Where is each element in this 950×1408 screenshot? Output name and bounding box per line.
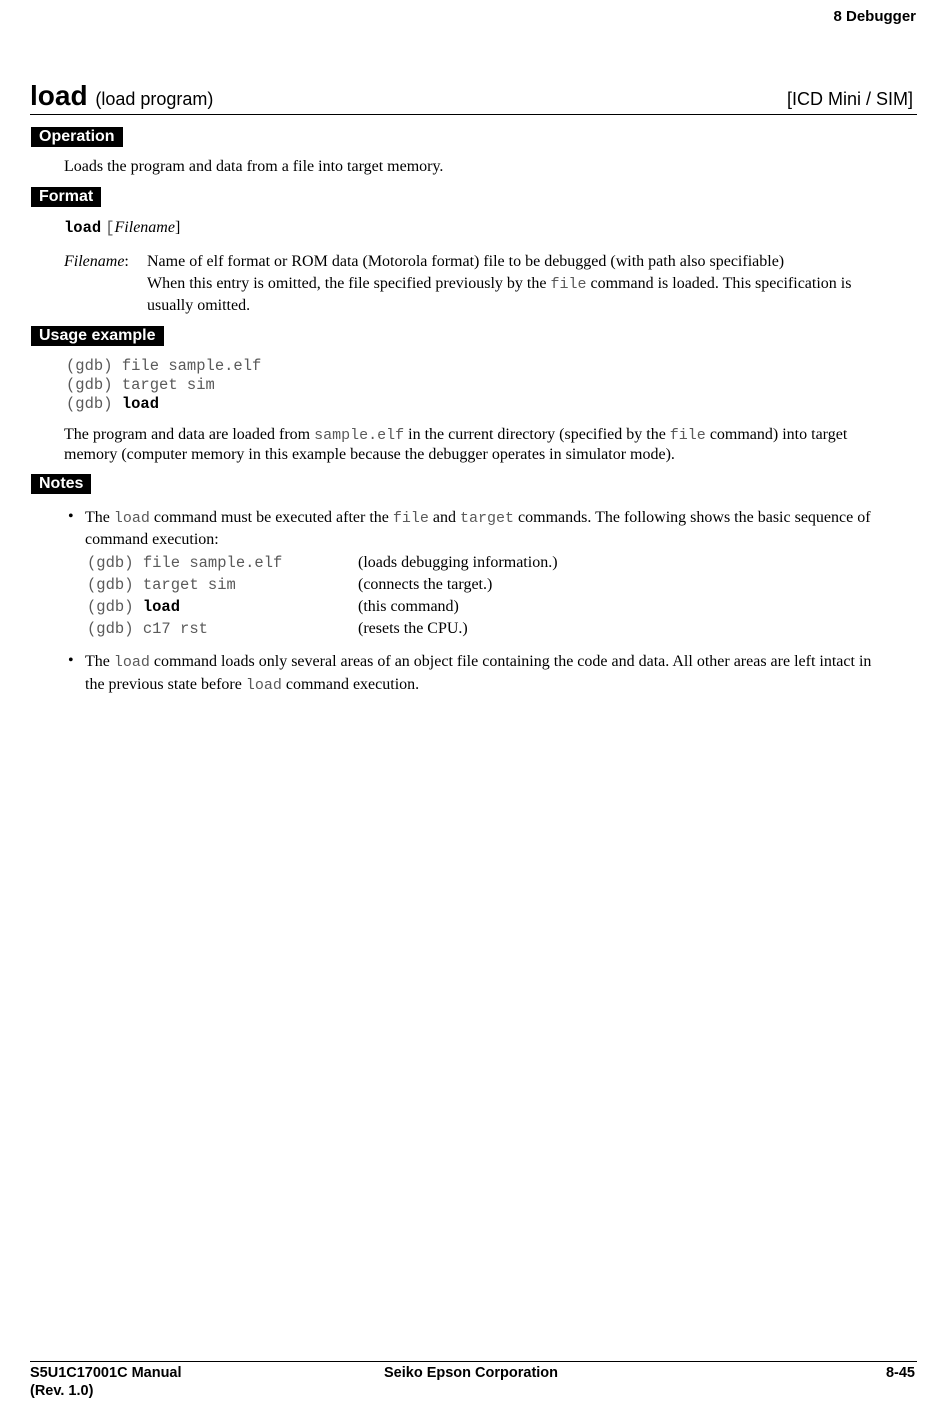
sequence-comment-3: (this command) bbox=[358, 598, 459, 615]
seq-cmd: file sample.elf bbox=[142, 554, 283, 572]
param-desc-line3: usually omitted. bbox=[147, 297, 251, 314]
format-heading: Format bbox=[31, 187, 101, 207]
note1-code-file: file bbox=[392, 510, 429, 527]
usage-text-line1 bbox=[64, 425, 847, 446]
note1-text-d: commands. The following shows the basic sequence of bbox=[514, 509, 871, 526]
usage-prompt: (gdb) bbox=[66, 376, 122, 394]
syntax-bracket-open: [ bbox=[105, 219, 115, 237]
note-2-line1 bbox=[85, 652, 871, 673]
sequence-cmd-4 bbox=[87, 619, 208, 639]
note2-code-load: load bbox=[113, 654, 150, 671]
note1-text-b: command must be executed after the bbox=[149, 509, 393, 526]
operation-text: Loads the program and data from a file into target memory. bbox=[64, 158, 444, 175]
seq-cmd: target sim bbox=[142, 576, 236, 594]
seq-cmd: c17 rst bbox=[142, 620, 208, 638]
usage-line-1 bbox=[66, 356, 261, 376]
seq-cmd: load bbox=[142, 598, 181, 616]
command-title bbox=[30, 80, 213, 112]
footer-page-number: 8-45 bbox=[885, 1365, 915, 1381]
usage-code-sample: sample.elf bbox=[314, 427, 405, 444]
syntax-command: load bbox=[64, 219, 102, 237]
usage-text-line2: memory (computer memory in this example because the debugger operates in simulator mode). bbox=[64, 446, 675, 463]
param-desc2-text-a: When this entry is omitted, the file specified previously by the bbox=[147, 275, 551, 292]
syntax-bracket-close: ] bbox=[174, 219, 181, 236]
sequence-cmd-3 bbox=[87, 597, 180, 617]
note1-code-target: target bbox=[460, 510, 515, 527]
footer-manual bbox=[30, 1364, 182, 1400]
seq-prompt: (gdb) bbox=[87, 576, 143, 594]
note2-text-b: command loads only several areas of an object file containing the code and data. All other areas are left intact in bbox=[149, 653, 872, 670]
seq-prompt: (gdb) bbox=[87, 598, 143, 616]
usage-text-b: in the current directory (specified by the bbox=[404, 426, 670, 443]
usage-text-c: command) into target bbox=[705, 426, 848, 443]
note-1-bullet: • bbox=[68, 508, 74, 525]
note1-text-a: The bbox=[85, 509, 114, 526]
note1-code-load: load bbox=[113, 510, 150, 527]
usage-heading: Usage example bbox=[31, 326, 164, 346]
usage-cmd: target sim bbox=[121, 376, 215, 394]
usage-cmd: load bbox=[121, 395, 160, 413]
footer-manual-name: S5U1C17001C Manual bbox=[30, 1365, 182, 1381]
param-desc-line2 bbox=[147, 274, 851, 295]
note2-text-d: command execution. bbox=[281, 676, 420, 693]
note2-code-load-2: load bbox=[245, 677, 282, 694]
seq-prompt: (gdb) bbox=[87, 554, 143, 572]
footer-rule bbox=[30, 1361, 917, 1362]
sequence-cmd-2 bbox=[87, 575, 236, 595]
sequence-comment-2: (connects the target.) bbox=[358, 576, 493, 593]
param-desc2-text-b: command is loaded. This specification is bbox=[586, 275, 852, 292]
param-desc2-code: file bbox=[550, 276, 587, 293]
syntax-param: Filename bbox=[114, 219, 175, 236]
usage-line-2 bbox=[66, 375, 215, 395]
page-title bbox=[30, 80, 917, 115]
notes-heading: Notes bbox=[31, 474, 91, 494]
note-2-bullet: • bbox=[68, 652, 74, 669]
sequence-comment-1: (loads debugging information.) bbox=[358, 554, 558, 571]
format-syntax bbox=[64, 218, 180, 238]
note-2-line2 bbox=[85, 675, 419, 696]
note-1-line1 bbox=[85, 508, 871, 529]
command-name: load bbox=[30, 80, 88, 111]
target-badge: [ICD Mini / SIM] bbox=[786, 89, 913, 109]
param-name: Filename bbox=[64, 253, 125, 270]
param-label bbox=[64, 252, 129, 272]
usage-text-a: The program and data are loaded from bbox=[64, 426, 315, 443]
usage-cmd: file sample.elf bbox=[121, 357, 262, 375]
param-colon: : bbox=[124, 253, 129, 270]
usage-code-file: file bbox=[669, 427, 706, 444]
command-subtitle: (load program) bbox=[95, 89, 214, 109]
note2-text-a: The bbox=[85, 653, 114, 670]
note1-text-c: and bbox=[428, 509, 461, 526]
operation-heading: Operation bbox=[31, 127, 123, 147]
usage-prompt: (gdb) bbox=[66, 395, 122, 413]
footer-company: Seiko Epson Corporation bbox=[384, 1365, 559, 1381]
sequence-cmd-1 bbox=[87, 553, 282, 573]
running-head: 8 Debugger bbox=[833, 8, 916, 25]
usage-line-3 bbox=[66, 394, 159, 414]
sequence-comment-4: (resets the CPU.) bbox=[358, 620, 468, 637]
note-1-line2: command execution: bbox=[85, 531, 219, 548]
footer-revision: (Rev. 1.0) bbox=[30, 1383, 94, 1399]
seq-prompt: (gdb) bbox=[87, 620, 143, 638]
note2-text-c: the previous state before bbox=[85, 676, 246, 693]
usage-prompt: (gdb) bbox=[66, 357, 122, 375]
param-desc-line1: Name of elf format or ROM data (Motorola format) file to be debugged (with path also specifiable) bbox=[147, 253, 785, 270]
